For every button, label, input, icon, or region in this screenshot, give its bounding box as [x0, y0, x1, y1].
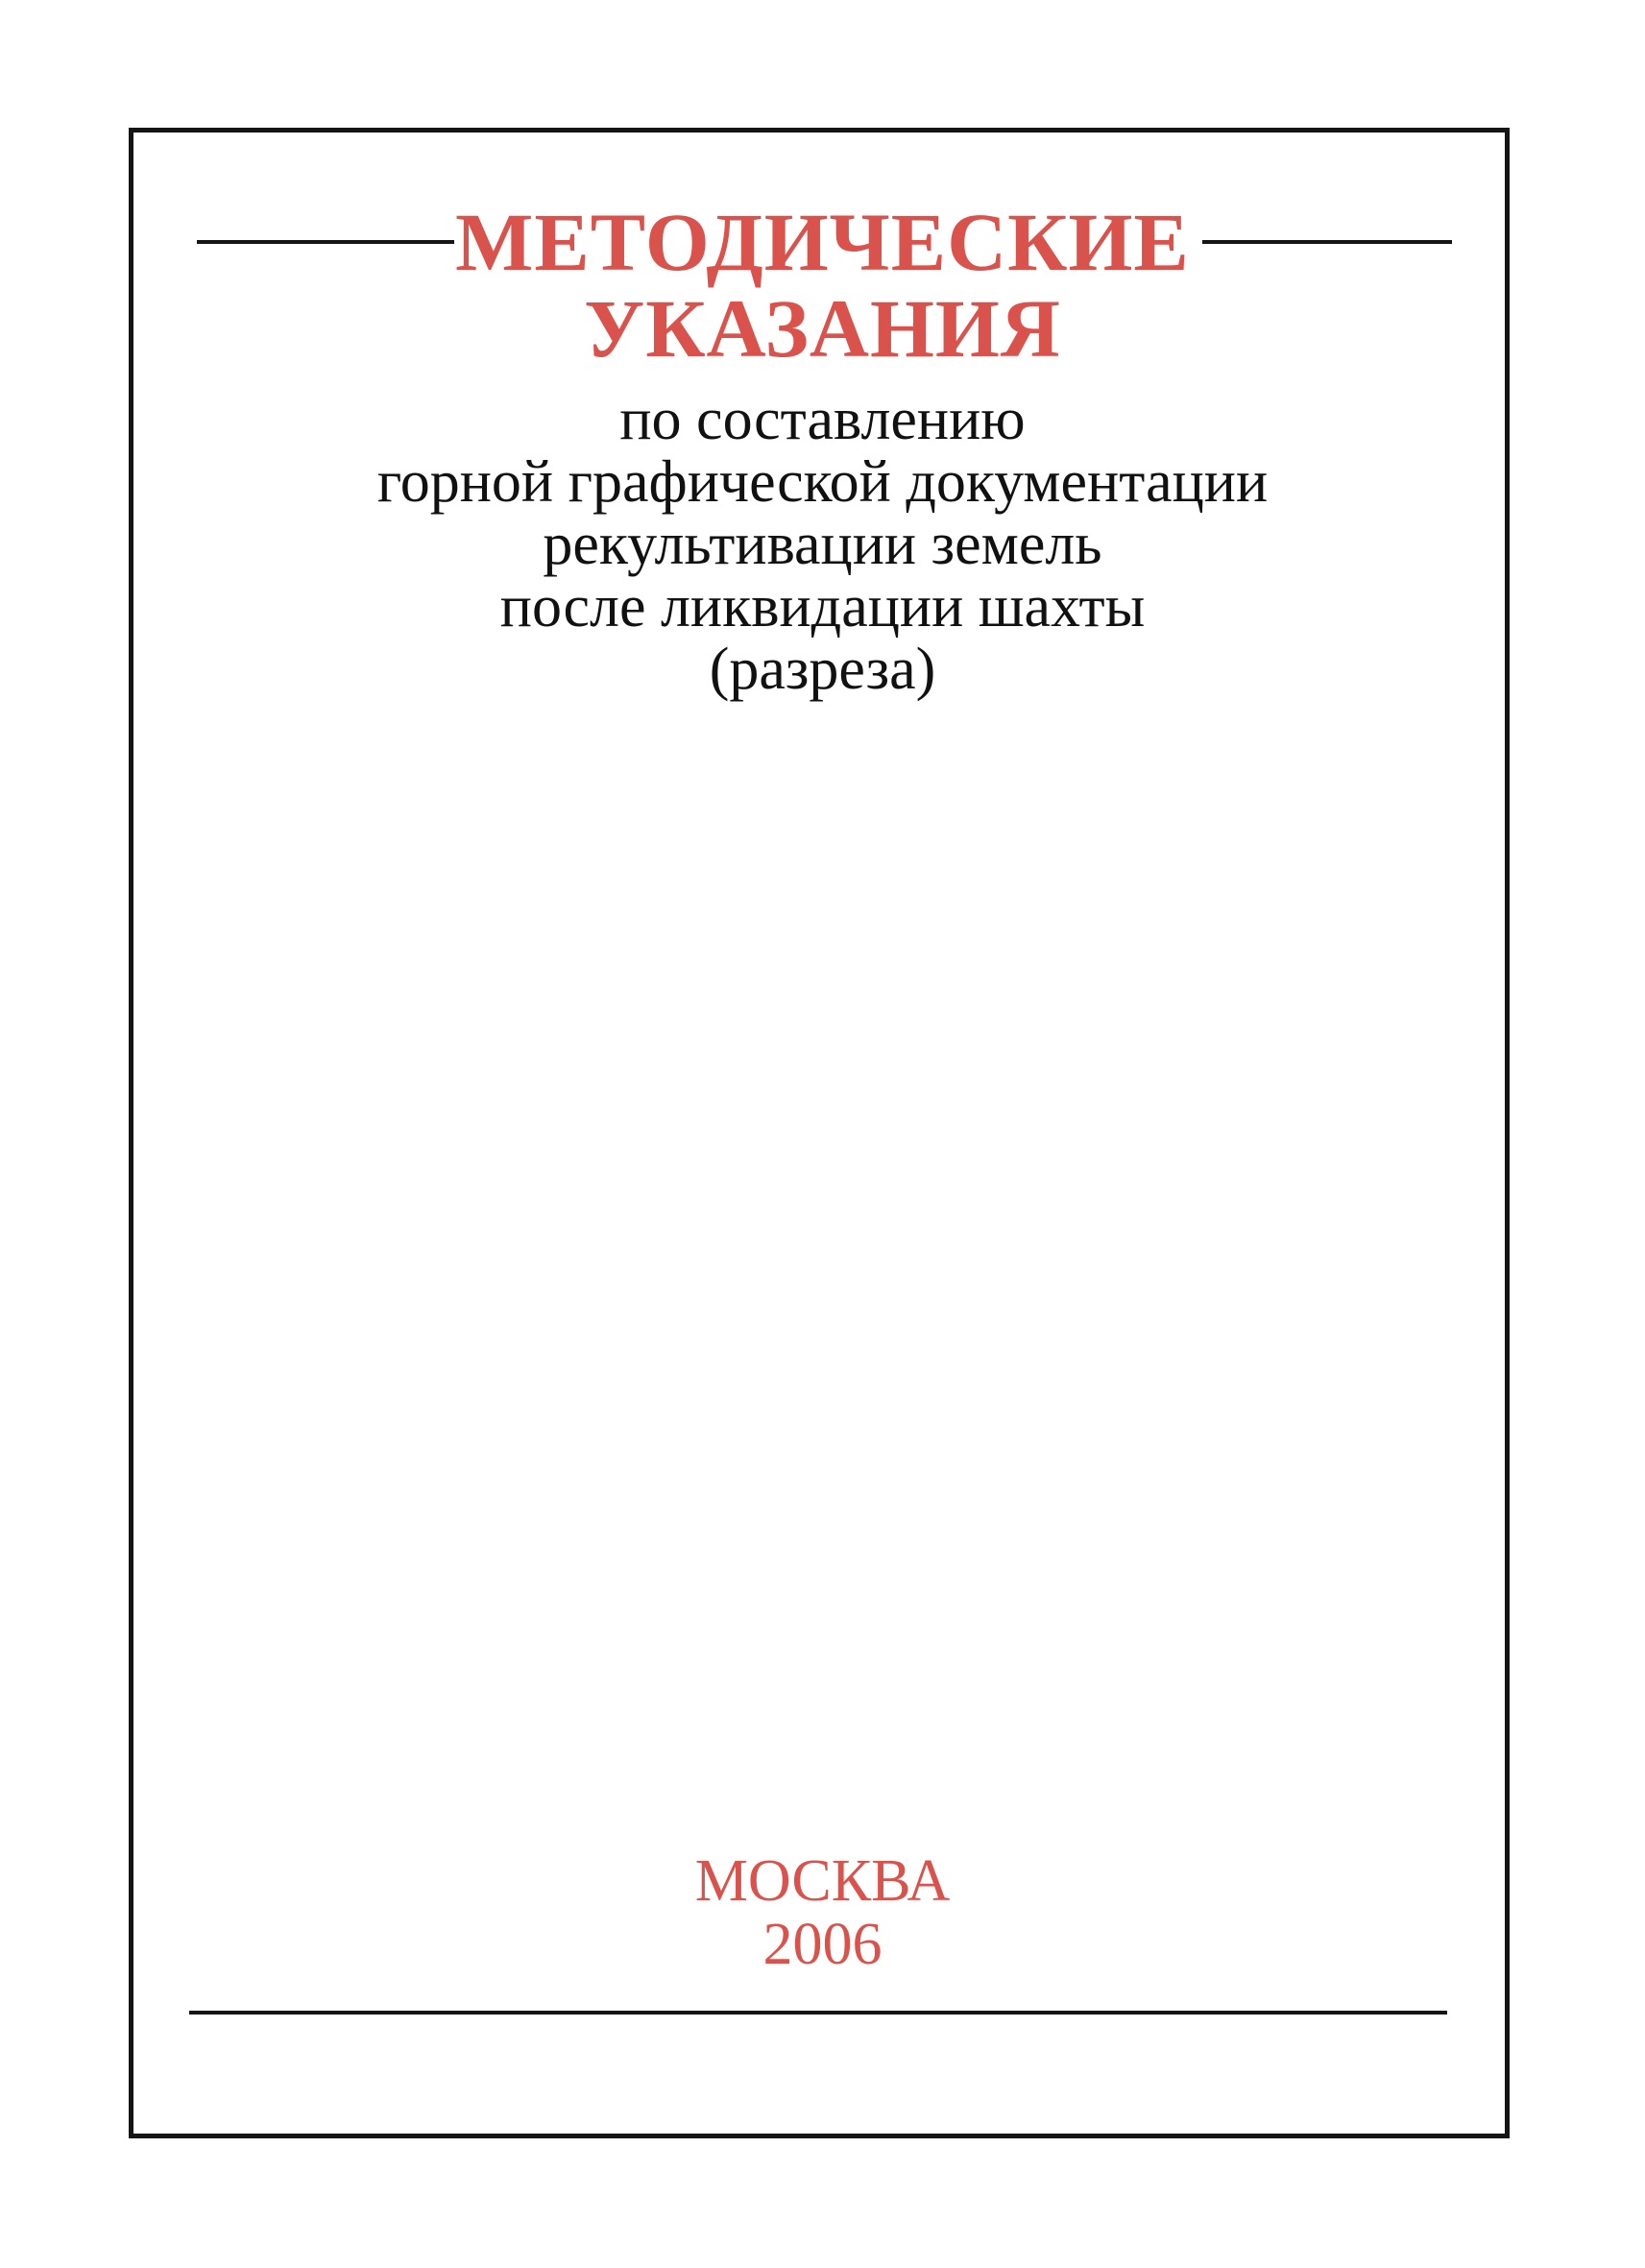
- subtitle-line-5: (разреза): [709, 637, 936, 702]
- subtitle-line-1: по составлению: [619, 387, 1026, 452]
- publication-year: 2006: [762, 1912, 883, 1977]
- publication-city: МОСКВА: [694, 1848, 951, 1914]
- subtitle-line-2: горной графической документации: [376, 449, 1269, 515]
- subtitle-line-4: после ликвидации шахты: [499, 574, 1146, 639]
- subtitle-line-3: рекультивации земель: [543, 512, 1102, 577]
- subtitle: [0, 389, 1645, 701]
- title-line-1: МЕТОДИЧЕСКИЕ: [455, 196, 1190, 288]
- title-line-2: УКАЗАНИЯ: [584, 282, 1061, 374]
- bottom-rule: [189, 2011, 1447, 2015]
